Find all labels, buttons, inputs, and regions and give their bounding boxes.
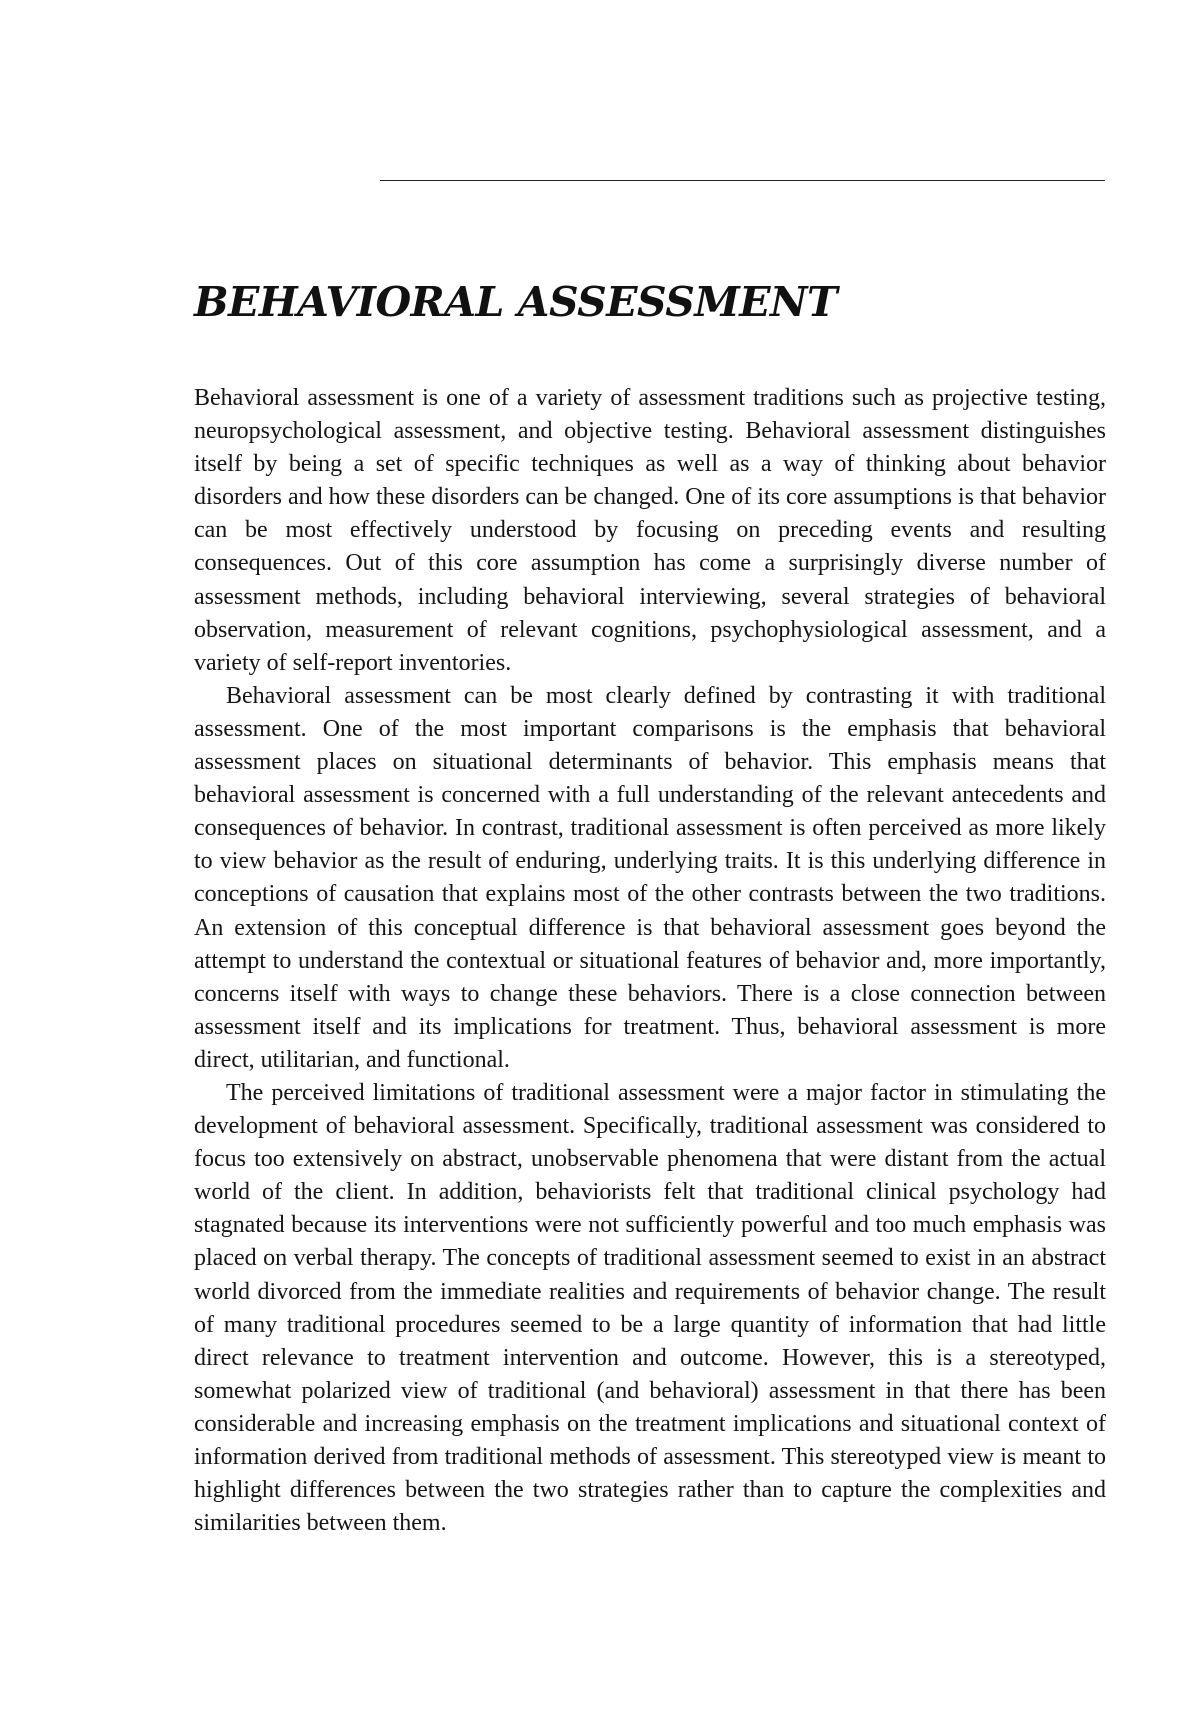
- body-text: [194, 382, 1106, 1540]
- paragraph-2: Behavioral assessment can be most clearly defined by contrasting it with traditional assessment. One of the most important comparisons is the emphasis that behavioral assessment places on situational determinants of behavior. This emphasis means that behavioral assessment is concerned with a full understanding of the relevant antecedents and consequences of behavior. In contrast, traditional assessment is often perceived as more likely to view behavior as the result of enduring, underlying traits. It is this underlying difference in conceptions of causation that explains most of the other contrasts between the two traditions. An extension of this conceptual difference is that behavioral assessment goes beyond the attempt to understand the contextual or situational features of behavior and, more importantly, concerns itself with ways to change these behaviors. There is a close connection between assessment itself and its implications for treatment. Thus, behavioral assessment is more direct, utilitarian, and functional.: [194, 682, 1106, 1073]
- paragraph-1: Behavioral assessment is one of a variety of assessment traditions such as projective testing, neuropsychological assessment, and objective testing. Behavioral assessment distinguishes itself by being a set of specific techniques as well as a way of thinking about behavior disorders and how these disorders can be changed. One of its core assumptions is that behavior can be most effectively understood by focusing on preceding events and resulting consequences. Out of this core assumption has come a surprisingly diverse number of assessment methods, including behavioral interviewing, several strategies of behavioral observation, measurement of relevant cognitions, psychophysiological assessment, and a variety of self-report inventories.: [194, 385, 1106, 676]
- chapter-title: BEHAVIORAL ASSESSMENT: [194, 278, 837, 326]
- header-rule: [380, 180, 1105, 181]
- paragraph-3: The perceived limitations of traditional assessment were a major factor in stimulating the development of behavioral assessment. Specifically, traditional assessment was considered to focus too extensively on abstract, unobservable phenomena that were distant from the actual world of the client. In addition, behaviorists felt that traditional clinical psychology had stagnated because its interventions were not sufficiently powerful and too much emphasis was placed on verbal therapy. The concepts of traditional assessment seemed to exist in an abstract world divorced from the immediate realities and requirements of behavior change. The result of many traditional procedures seemed to be a large quantity of information that had little direct relevance to treatment intervention and outcome. However, this is a stereotyped, somewhat polarized view of traditional (and behavioral) assessment in that there has been considerable and increasing emphasis on the treatment implications and situational context of information derived from traditional methods of assessment. This stereotyped view is meant to highlight differences between the two strategies rather than to capture the complexities and similarities between them.: [194, 1079, 1106, 1537]
